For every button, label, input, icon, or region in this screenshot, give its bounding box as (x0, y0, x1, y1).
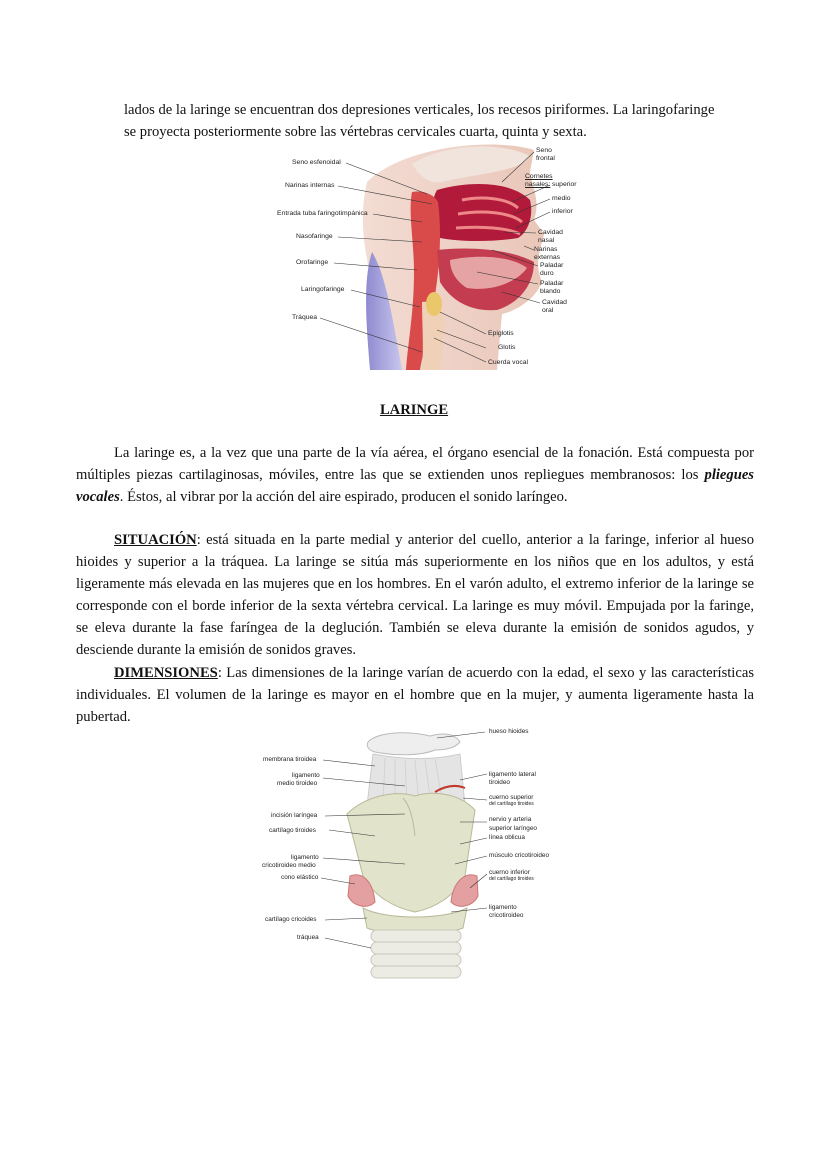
label-traquea: Tráquea (292, 314, 318, 321)
paragraph-intro-laringe (76, 442, 754, 508)
emphasis-pliegues-vocales: pliegues vocales (76, 467, 754, 505)
label-del-cartilago-tiroides-1: del cartílago tiroides (489, 801, 534, 807)
paragraph-3-text: : Las dimensiones de la laringe varían de acuerdo con la edad, el sexo y las características individuales. El volumen de la laringe es mayor en el hombre que en la mujer, y aumenta ligeramente hasta la pubertad. (76, 665, 754, 725)
label-paladar-blando: Paladar blando (540, 280, 564, 295)
heading-situacion: SITUACIÓN (114, 532, 197, 548)
label-laringofaringe: Laringofaringe (301, 286, 345, 293)
label-narinas-internas: Narinas internas (285, 182, 335, 189)
label-tiroideo: tiroideo (489, 779, 510, 786)
paragraph-situacion (76, 529, 754, 661)
label-cricotiroideo: cricotiroideo (489, 912, 524, 919)
label-cuerda-vocal: Cuerda vocal (488, 359, 529, 366)
section-title: LARINGE (379, 402, 449, 418)
intro-line-2: se proyecta posteriormente sobre las vértebras cervicales cuarta, quinta y sexta. (124, 124, 587, 140)
label-inferior: inferior (552, 208, 573, 215)
label-cartilago-tiroides: cartílago tiroides (269, 827, 316, 834)
label-orofaringe: Orofaringe (296, 259, 329, 266)
label-superior: superior (552, 181, 577, 188)
label-cuerno-superior: cuerno superior (489, 794, 534, 801)
label-epiglotis: Epiglotis (488, 330, 514, 337)
label-musculo-cricotiroideo: músculo cricotiroideo (489, 852, 550, 859)
paragraph-dimensiones (76, 662, 754, 728)
heading-dimensiones: DIMENSIONES (114, 665, 218, 681)
label-nasofaringe: Nasofaringe (296, 233, 333, 240)
label-cartilago-cricoides: cartílago cricoides (265, 916, 317, 923)
label-glotis: Glotis (498, 344, 516, 351)
label-entrada-tuba: Entrada tuba faringotimpánica (277, 210, 368, 217)
label-cavidad-nasal: Cavidad nasal (538, 229, 563, 244)
label-cono-elastico: cono elástico (281, 874, 319, 881)
paragraph-1-text: La laringe es, a la vez que una parte de la vía aérea, el órgano esencial de la fonación. Está compuesta por múltiples piezas cartilaginosas, móviles, entre las que se extienden unos repliegues membranosos: los (76, 445, 754, 483)
label-medio-tiroideo: medio tiroideo (277, 780, 318, 787)
label-cornetes-nasales: Cornetes nasales: (525, 173, 553, 188)
label-cuerno-inferior: cuerno inferior (489, 869, 530, 876)
label-narinas-externas: Narinas externas (534, 246, 561, 261)
label-cricotiroideo-medio: cricotiroideo medio (262, 862, 316, 869)
label-cavidad-oral: Cavidad oral (542, 299, 567, 314)
label-superior-laringeo: superior laríngeo (489, 825, 537, 832)
label-seno-frontal: Seno frontal (536, 147, 555, 162)
label-linea-oblicua: línea oblicua (489, 834, 525, 841)
label-membrana-tiroidea: membrana tiroidea (263, 756, 317, 763)
label-ligamento-1: ligamento (292, 772, 320, 779)
label-seno-esfenoidal: Seno esfenoidal (292, 159, 341, 166)
label-nervio-arteria: nervio y arteria (489, 816, 532, 823)
label-traquea: tráquea (297, 934, 319, 941)
label-ligamento-3: ligamento (489, 904, 517, 911)
label-ligamento-2: ligamento (291, 854, 319, 861)
label-del-cartilago-tiroides-2: del cartílago tiroides (489, 876, 534, 882)
label-paladar-duro: Paladar duro (540, 262, 564, 277)
label-ligamento-lateral: ligamento lateral (489, 771, 536, 778)
label-medio: medio (552, 195, 571, 202)
label-incision-laringea: incisión laríngea (271, 812, 318, 819)
paragraph-1-tail: . Éstos, al vibrar por la acción del aire espirado, producen el sonido laríngeo. (119, 489, 568, 505)
label-hueso-hioides: hueso hioides (489, 728, 529, 735)
paragraph-2-text: : está situada en la parte medial y anterior del cuello, anterior a la faringe, inferior al hueso hioides y superior a la tráquea. La laringe se sitúa más superiormente en los niños que en los adultos, y está ligeramente más elevada en las mujeres que en los hombres. En el varón adulto, el extremo inferior de la laringe se corresponde con el borde inferior de la sexta vértebra cervical. La laringe es muy móvil. Empujada por la faringe, se eleva durante la fase faríngea de la deglución. También se eleva durante la emisión de sonidos agudos, y desciende durante la emisión de sonidos graves. (76, 532, 754, 658)
intro-line-1: lados de la laringe se encuentran dos depresiones verticales, los recesos piriformes. La laringofaringe (124, 102, 715, 118)
